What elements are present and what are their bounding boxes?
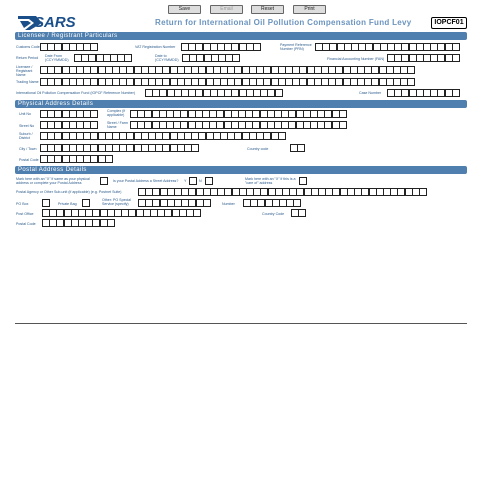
post-office-input[interactable] [42, 209, 200, 217]
unit-no-label: Unit No [19, 112, 31, 116]
other-service-input[interactable] [138, 199, 210, 207]
iopcf-ref-input[interactable] [145, 89, 282, 97]
country-code-input[interactable] [290, 144, 304, 152]
country-code-label: Country code [247, 147, 269, 151]
postal-country-code-input[interactable] [291, 209, 305, 217]
complex-input[interactable] [130, 110, 346, 118]
city-input[interactable] [40, 144, 198, 152]
licensee-name-label: Licensee / Registrant Name [16, 65, 33, 77]
logo-text: SARS [34, 14, 76, 31]
street-address-no-checkbox[interactable] [205, 177, 213, 185]
customs-code-input[interactable] [40, 43, 98, 51]
customs-code-label: Customs Code [16, 45, 40, 49]
section-licensee: Licensee / Registrant Particulars [15, 32, 467, 40]
vat-reg-label: VAT Registration Number [135, 45, 176, 49]
date-to-input[interactable] [182, 54, 240, 62]
postal-country-code-label: Country Code [262, 212, 285, 216]
section-physical-address: Physical Address Details [15, 100, 467, 108]
care-of-checkbox[interactable] [299, 177, 307, 185]
vat-reg-input[interactable] [181, 43, 260, 51]
yes-label: Y [184, 179, 187, 183]
postal-agency-label: Postal Agency or Other Sub-unit (if applicable) (e.g. Postnet Suite) [16, 190, 122, 194]
save-button[interactable]: Save [168, 5, 201, 14]
number-input[interactable] [243, 199, 301, 207]
print-button[interactable]: Print [293, 5, 326, 14]
no-label: N [199, 179, 202, 183]
po-box-checkbox[interactable] [42, 199, 50, 207]
street-name-input[interactable] [130, 121, 346, 129]
same-physical-label: Mark here with an "X" if same as your physical address or complete your Postal Address [16, 177, 90, 185]
street-address-yes-checkbox[interactable] [189, 177, 197, 185]
email-button[interactable]: Email [210, 5, 243, 14]
postal-postal-code-label: Postal Code [16, 222, 36, 226]
fan-label: Financial Accounting Number (FAN) [327, 57, 385, 61]
postal-postal-code-input[interactable] [42, 219, 114, 227]
prn-label: Payment Reference Number (PRN) [280, 43, 312, 51]
private-bag-checkbox[interactable] [82, 199, 90, 207]
return-period-label: Return Period [16, 56, 39, 60]
postal-code-input[interactable] [40, 155, 112, 163]
suburb-label: Suburb / District [19, 132, 33, 140]
city-label: City / Town [19, 147, 37, 151]
suburb-input[interactable] [40, 132, 285, 140]
same-physical-checkbox[interactable] [100, 177, 108, 185]
unit-no-input[interactable] [40, 110, 98, 118]
number-label: Number [222, 202, 235, 206]
case-number-label: Case Number [359, 91, 382, 95]
reset-button[interactable]: Reset [251, 5, 284, 14]
prn-input[interactable] [315, 43, 459, 51]
po-box-label: PO Box [16, 202, 29, 206]
trading-name-label: Trading Name [16, 80, 39, 84]
case-number-input[interactable] [387, 89, 459, 97]
street-no-label: Street No [19, 124, 35, 128]
date-from-input[interactable] [74, 54, 132, 62]
post-office-label: Post Office [16, 212, 34, 216]
street-no-input[interactable] [40, 121, 98, 129]
date-to-label: Date to (CCYYMMDD) [155, 54, 179, 62]
section-postal-address: Postal Address Details [15, 166, 467, 174]
postal-agency-input[interactable] [138, 188, 426, 196]
fan-input[interactable] [387, 54, 459, 62]
form-code: IOPCF01 [431, 17, 467, 29]
care-of-label: Mark here with an "X" if this is a "care of" address [245, 177, 296, 185]
iopcf-ref-label: International Oil Pollution Compensation Fund (IOPCF Reference Number) [16, 91, 136, 95]
document-title: Return for International Oil Pollution Compensation Fund Levy [155, 18, 412, 27]
trading-name-input[interactable] [40, 78, 415, 86]
other-service-label: Other: PO Special Service (specify) [102, 198, 131, 206]
postal-code-label: Postal Code [19, 158, 39, 162]
date-from-label: Date From (CCYYMMDD) [45, 54, 69, 62]
page-divider [15, 323, 467, 324]
licensee-name-input[interactable] [40, 66, 415, 74]
street-name-label: Street / Farm Name [107, 121, 128, 129]
private-bag-label: Private Bag [58, 202, 77, 206]
street-address-question-label: Is your Postal Address a Street Address? [113, 179, 179, 183]
complex-label: Complex (if applicable) [107, 109, 126, 117]
